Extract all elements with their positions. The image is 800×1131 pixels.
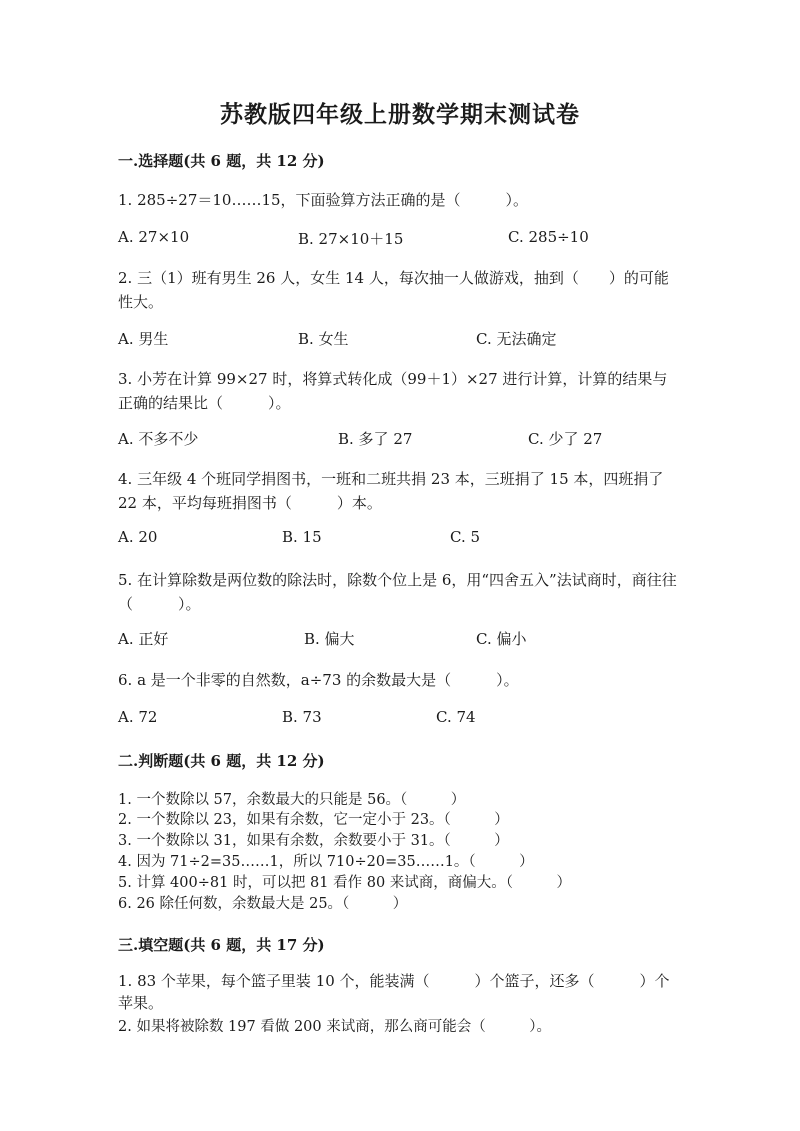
- page-title: 苏教版四年级上册数学期末测试卷: [220, 101, 580, 128]
- judgement-item: 3. 一个数除以 31，如果有余数，余数要小于 31。（ ）: [118, 833, 509, 849]
- question-text: 6. a 是一个非零的自然数，a÷73 的余数最大是（ ）。: [118, 671, 519, 689]
- option-b: B. 偏大: [304, 630, 355, 648]
- option-c: C. 无法确定: [476, 330, 557, 348]
- question-text: 2. 三（1）班有男生 26 人，女生 14 人，每次抽一人做游戏，抽到（ ）的可能性大。: [118, 269, 669, 311]
- option-c: C. 5: [450, 528, 481, 546]
- judgement-item: 4. 因为 71÷2=35……1，所以 710÷20=35……1。（ ）: [118, 854, 534, 870]
- option-b: B. 27×10＋15: [298, 230, 404, 248]
- option-c: C. 285÷10: [508, 228, 589, 246]
- option-c: C. 偏小: [476, 630, 527, 648]
- option-b: B. 73: [282, 708, 322, 726]
- option-a: A. 正好: [118, 630, 169, 648]
- option-a: A. 不多不少: [118, 430, 199, 448]
- option-c: C. 74: [436, 708, 476, 726]
- judgement-item: 2. 一个数除以 23，如果有余数，它一定小于 23。（ ）: [118, 812, 509, 828]
- option-b: B. 多了 27: [338, 430, 413, 448]
- option-a: A. 27×10: [118, 228, 190, 246]
- option-b: B. 15: [282, 528, 322, 546]
- option-c: C. 少了 27: [528, 430, 603, 448]
- option-a: A. 72: [118, 708, 158, 726]
- fill-blank-item: 1. 83 个苹果，每个篮子里装 10 个，能装满（ ）个篮子，还多（ ）个苹果。: [118, 972, 670, 1012]
- fill-blank-item: 2. 如果将被除数 197 看做 200 来试商，那么商可能会（ ）。: [118, 1019, 551, 1035]
- option-a: A. 男生: [118, 330, 169, 348]
- question-text: 3. 小芳在计算 99×27 时，将算式转化成（99＋1）×27 进行计算，计算的结果与正确的结果比（ ）。: [118, 370, 668, 412]
- option-a: A. 20: [118, 528, 158, 546]
- question-text: 5. 在计算除数是两位数的除法时，除数个位上是 6，用“四舍五入”法试商时，商往往（ ）。: [118, 571, 677, 613]
- judgement-item: 6. 26 除任何数，余数最大是 25。（ ）: [118, 896, 408, 912]
- section-heading-fill-blank: 三.填空题(共 6 题，共 17 分): [118, 936, 325, 954]
- option-b: B. 女生: [298, 330, 349, 348]
- question-text: 1. 285÷27＝10……15，下面验算方法正确的是（ ）。: [118, 191, 529, 209]
- question-text: 4. 三年级 4 个班同学捐图书，一班和二班共捐 23 本，三班捐了 15 本，四班捐了 22 本，平均每班捐图书（ ）本。: [118, 470, 664, 512]
- section-heading-choice: 一.选择题(共 6 题，共 12 分): [118, 152, 325, 170]
- judgement-item: 1. 一个数除以 57，余数最大的只能是 56。（ ）: [118, 792, 466, 808]
- judgement-item: 5. 计算 400÷81 时，可以把 81 看作 80 来试商，商偏大。（ ）: [118, 875, 572, 891]
- section-heading-judgement: 二.判断题(共 6 题，共 12 分): [118, 752, 325, 770]
